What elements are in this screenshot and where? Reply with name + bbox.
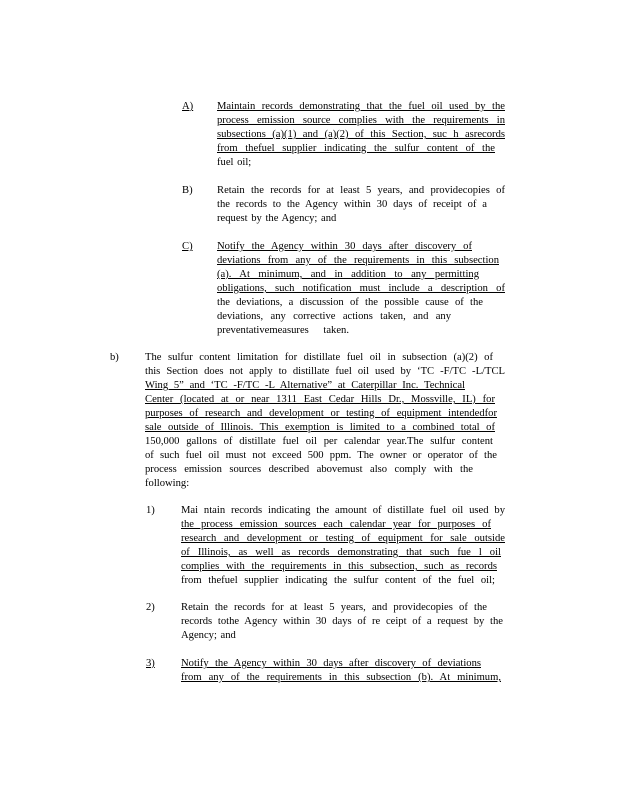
item-line: from thefuel supplier indicating the sulfur content of the fuel oil; (181, 575, 495, 586)
item-line: process emission sources described abovemust also comply with the (145, 464, 473, 475)
item-line: sale outside of Illinois. This exemption is limited to a combined total of (145, 422, 495, 433)
item-line: from thefuel supplier indicating the sulfur content of the (217, 143, 495, 154)
item-line: deviations, any corrective actions taken, and any (217, 311, 451, 322)
item-marker: C) (182, 241, 193, 252)
item-line: preventativemeasures taken. (217, 325, 349, 336)
item-marker: 1) (146, 505, 155, 516)
item-line: the deviations, a discussion of the possible cause of the (217, 297, 483, 308)
item-line: Notify the Agency within 30 days after discovery of (217, 241, 472, 252)
item-line: Center (located at or near 1311 East Cedar Hills Dr., Mossville, IL) for (145, 394, 495, 405)
item-line: Mai ntain records indicating the amount of distillate fuel oil used by (181, 505, 505, 516)
item-line: obligations, such notification must include a description of (217, 283, 505, 294)
item-line: Maintain records demonstrating that the fuel oil used by the (217, 101, 505, 112)
item-marker: B) (182, 185, 193, 196)
item-line: Retain the records for at least 5 years, and providecopies of (217, 185, 505, 196)
item-line: (a). At minimum, and in addition to any permitting (217, 269, 479, 280)
item-line: 150,000 gallons of distillate fuel oil per calendar year.The sulfur content (145, 436, 493, 447)
item-marker: b) (110, 352, 119, 363)
item-marker: A) (182, 101, 194, 112)
item-line: Agency; and (181, 630, 236, 641)
item-line: The sulfur content limitation for distillate fuel oil in subsection (a)(2) of (145, 352, 493, 363)
item-line: records tothe Agency within 30 days of re ceipt of a request by the (181, 616, 503, 627)
item-marker: 3) (146, 658, 155, 669)
item-line: subsections (a)(1) and (a)(2) of this Section, suc h asrecords (217, 129, 505, 140)
item-line: request by the Agency; and (217, 213, 337, 224)
item-line: fuel oil; (217, 157, 252, 168)
item-line: research and development or testing of equipment for sale outside (181, 533, 505, 544)
item-line: following: (145, 478, 190, 489)
item-line: of such fuel oil must not exceed 500 ppm. The owner or operator of the (145, 450, 497, 461)
item-line: of Illinois, as well as records demonstrating that such fue l oil (181, 547, 501, 558)
item-line: this Section does not apply to distillate fuel oil used by ‘TC -F/TC -L/TCL (145, 366, 505, 377)
item-line: deviations from any of the requirements in this subsection (217, 255, 499, 266)
item-line: from any of the requirements in this subsection (b). At minimum, (181, 672, 501, 683)
item-line: purposes of research and development or testing of equipment intendedfor (145, 408, 497, 419)
item-line: Retain the records for at least 5 years, and providecopies of the (181, 602, 487, 613)
item-marker: 2) (146, 602, 155, 613)
item-line: process emission source complies with the requirements in (217, 115, 505, 126)
item-line: the records to the Agency within 30 days of receipt of a (217, 199, 487, 210)
item-line: Notify the Agency within 30 days after discovery of deviations (181, 658, 481, 669)
item-line: complies with the requirements in this subsection, such as records (181, 561, 497, 572)
item-line: Wing 5” and ‘TC -F/TC -L Alternative” at Caterpillar Inc. Technical (145, 380, 465, 391)
item-line: the process emission sources each calendar year for purposes of (181, 519, 491, 530)
